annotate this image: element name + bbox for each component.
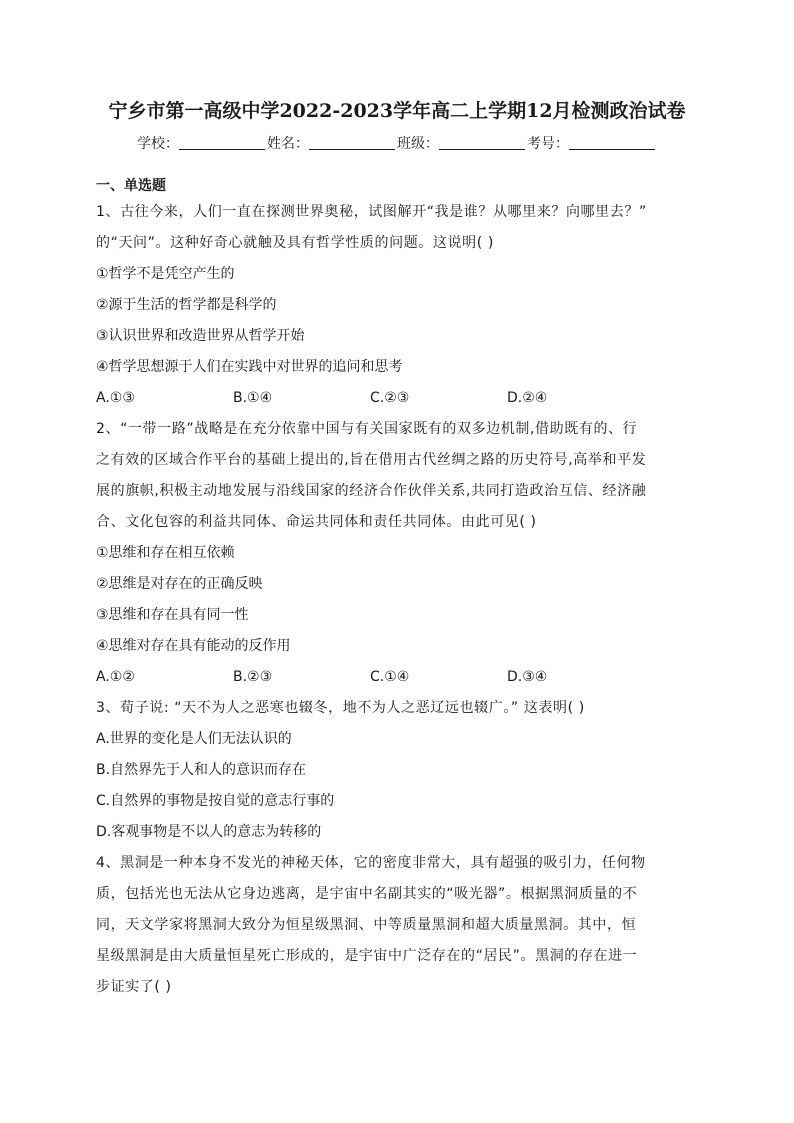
q2-choice-b[interactable]: B.②③ (233, 669, 273, 685)
school-blank[interactable] (179, 135, 265, 150)
q4-stem-line-3: 同，天文学家将黑洞大致分为恒星级黑洞、中等质量黑洞和超大质量黑洞。其中，恒 (96, 917, 637, 933)
q2-choice-a[interactable]: A.①② (96, 669, 135, 685)
q2-stem-line-1: 2、“一带一路”战略是在充分依靠中国与有关国家既有的双多边机制,借助既有的、行 (96, 421, 638, 437)
section-title: 一、单选题 (96, 178, 166, 194)
q1-choice-b[interactable]: B.①④ (233, 390, 273, 406)
q2-stem-line-4: 合、文化包容的利益共同体、命运共同体和责任共同体。由此可见( ) (96, 514, 537, 530)
class-label: 班级： (397, 136, 439, 152)
q2-item-1: ①思维和存在相互依赖 (96, 545, 235, 561)
q1-choice-c[interactable]: C.②③ (370, 390, 410, 406)
q1-stem-line-2: 的“天问”。这种好奇心就触及具有哲学性质的问题。这说明( ) (96, 235, 494, 251)
q2-item-4: ④思维对存在具有能动的反作用 (96, 638, 291, 654)
question-2 (96, 414, 698, 693)
q2-choices (96, 662, 698, 693)
q4-stem-line-4: 星级黑洞是由大质量恒星死亡形成的，是宇宙中广泛存在的“居民”。黑洞的存在进一 (96, 948, 638, 964)
q1-item-2: ②源于生活的哲学都是科学的 (96, 297, 277, 313)
class-blank[interactable] (439, 135, 525, 150)
q1-item-4: ④哲学思想源于人们在实践中对世界的追问和思考 (96, 359, 403, 375)
q2-choice-c[interactable]: C.①④ (370, 669, 410, 685)
q3-choice-d[interactable]: D.客观事物是不以人的意志为转移的 (96, 824, 322, 840)
q2-item-2: ②思维是对存在的正确反映 (96, 576, 263, 592)
q4-stem-line-5: 步证实了( ) (96, 979, 172, 995)
q1-choices (96, 383, 698, 414)
name-blank[interactable] (309, 135, 395, 150)
q1-item-1: ①哲学不是凭空产生的 (96, 266, 235, 282)
page-title: 宁乡市第一高级中学2022-2023学年高二上学期12月检测政治试卷 (108, 100, 686, 122)
question-3 (96, 693, 698, 848)
school-label: 学校： (137, 136, 179, 152)
q1-item-3: ③认识世界和改造世界从哲学开始 (96, 328, 305, 344)
q3-choice-c[interactable]: C.自然界的事物是按自觉的意志行事的 (96, 793, 335, 809)
q4-stem-line-2: 质，包括光也无法从它身边逃离，是宇宙中名副其实的“吸光器”。根据黑洞质量的不 (96, 886, 638, 902)
q2-stem-line-3: 展的旗帜,积极主动地发展与沿线国家的经济合作伙伴关系,共同打造政治互信、经济融 (96, 483, 647, 499)
q1-choice-d[interactable]: D.②④ (507, 390, 548, 406)
question-1 (96, 197, 698, 414)
q2-item-3: ③思维和存在具有同一性 (96, 607, 249, 623)
student-info-line (96, 133, 698, 153)
q2-stem-line-2: 之有效的区域合作平台的基础上提出的,旨在借用古代丝绸之路的历史符号,高举和平发 (96, 452, 647, 468)
q4-stem-line-1: 4、黑洞是一种本身不发光的神秘天体，它的密度非常大，具有超强的吸引力，任何物 (96, 855, 646, 871)
q3-stem-line-1: 3、荀子说: “天不为人之恶寒也辍冬，地不为人之恶辽远也辍广。” 这表明( ) (96, 700, 585, 716)
name-label: 姓名： (267, 136, 309, 152)
q1-choice-a[interactable]: A.①③ (96, 390, 135, 406)
q2-choice-d[interactable]: D.③④ (507, 669, 548, 685)
question-4 (96, 848, 698, 1003)
exam-number-label: 考号： (527, 136, 569, 152)
q3-choice-a[interactable]: A.世界的变化是人们无法认识的 (96, 731, 292, 747)
q1-stem-line-1: 1、古往今来，人们一直在探测世界奥秘，试图解开“我是谁？从哪里来？向哪里去？” (96, 204, 647, 220)
q3-choice-b[interactable]: B.自然界先于人和人的意识而存在 (96, 762, 307, 778)
exam-number-blank[interactable] (569, 135, 655, 150)
